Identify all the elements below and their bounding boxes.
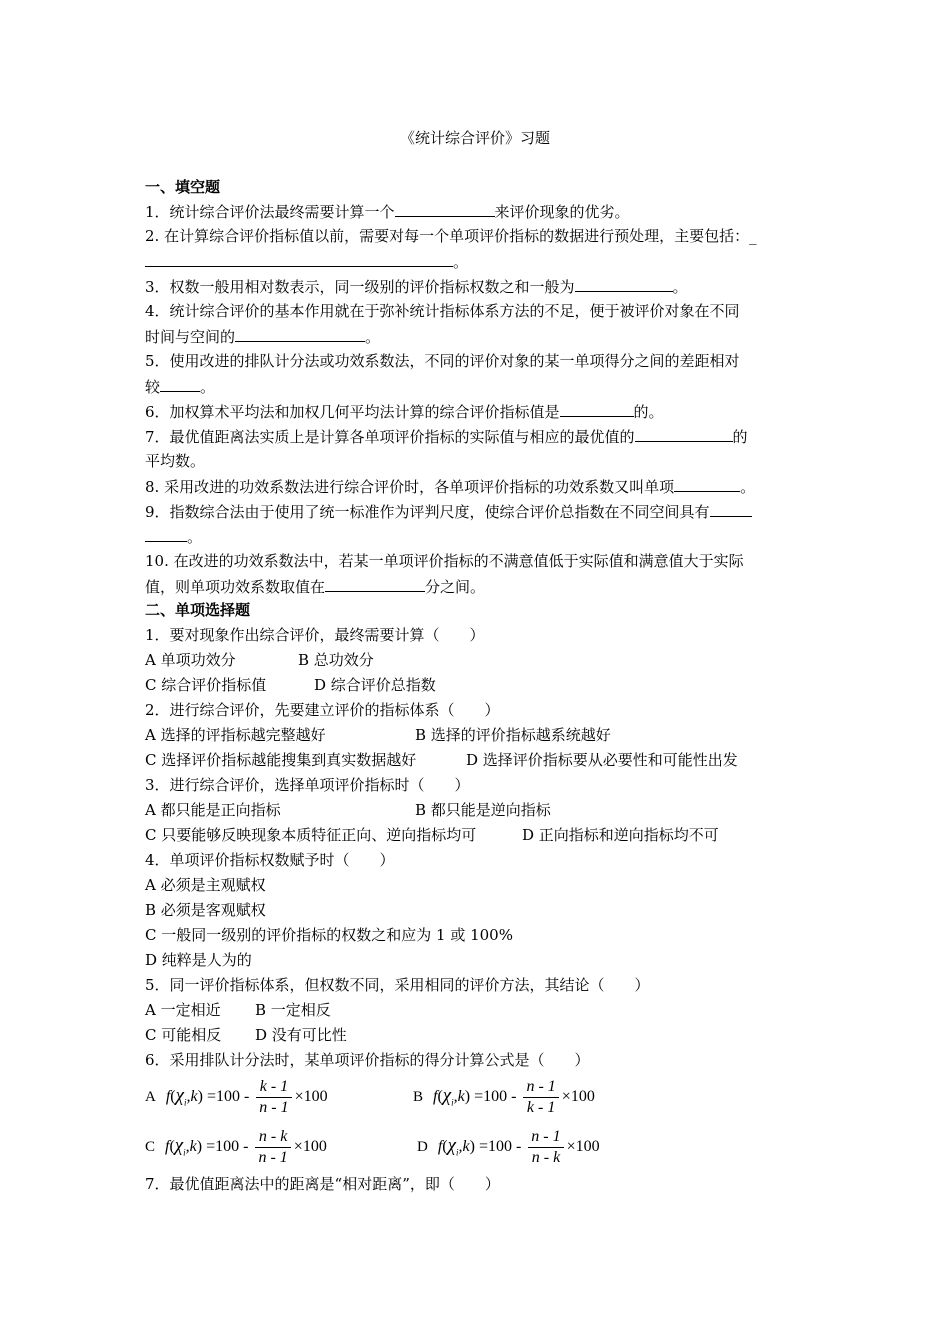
formula-option-b (413, 1071, 595, 1123)
answer-blank (145, 251, 453, 267)
option-a: A 都只能是正向指标 (145, 801, 281, 819)
formula-option-d (417, 1121, 600, 1173)
question-7-line1: 7．最优值距离法实质上是计算各单项评价指标的实际值与相应的最优值的 的 (145, 428, 748, 446)
question-6: 6．加权算术平均法和加权几何平均法计算的综合评价指标值是 的。 (145, 403, 664, 421)
formula-options-ab (145, 1071, 810, 1123)
document-title: 《统计综合评价》习题 (399, 129, 550, 147)
option-b: B 必须是客观赋权 (145, 901, 266, 919)
choice-5-options-ab (145, 1000, 810, 1020)
choice-question-6: 6．采用排队计分法时，某单项评价指标的得分计算公式是（ ） (145, 1051, 590, 1069)
choice-question-2: 2．进行综合评价，先要建立评价的指标体系（ ） (145, 701, 500, 719)
answer-blank (395, 201, 495, 217)
choice-1-options-ab (145, 650, 810, 670)
answer-blank (674, 476, 740, 492)
formula: $f(\chi_i,k) =100$ - $\frac{n - k}{n - 1}$ ×100 (165, 1127, 327, 1166)
question-9-line2: 。 (145, 526, 810, 547)
formula: $f(\chi_i,k) =100$ - $\frac{n - 1}{k - 1}$ ×100 (433, 1077, 595, 1116)
choice-3-options-ab (145, 800, 810, 820)
formula: $f(\chi_i,k) =100$ - $\frac{n - 1}{n - k}$ ×100 (437, 1127, 600, 1166)
option-label: B (413, 1088, 424, 1105)
option-a: A 一定相近 (145, 1001, 221, 1019)
formula-option-c (145, 1121, 327, 1173)
choice-1-options-cd (145, 675, 810, 695)
choice-2-options-ab (145, 725, 810, 745)
option-a: A 选择的评指标越完整越好 (145, 726, 326, 744)
option-c: C 综合评价指标值 (145, 676, 267, 694)
question-1: 1．统计综合评价法最终需要计算一个 来评价现象的优劣。 (145, 203, 630, 221)
option-d: D 综合评价总指数 (314, 676, 436, 694)
question-9-line1: 9．指数综合法由于使用了统一标准作为评判尺度，使综合评价总指数在不同空间具有 (145, 501, 810, 522)
fraction: $\frac{n - 1}{k - 1}$ (523, 1078, 558, 1117)
question-2-line2: 。 (145, 251, 810, 272)
option-label: C (145, 1138, 156, 1155)
option-b: B 都只能是逆向指标 (415, 801, 551, 819)
answer-blank (575, 276, 673, 292)
question-2-line1: 2. 在计算综合评价指标值以前，需要对每一个单项评价指标的数据进行预处理，主要包括：_ (145, 227, 757, 245)
section-heading-single-choice: 二、单项选择题 (145, 601, 251, 619)
choice-question-7: 7．最优值距离法中的距离是“相对距离”，即（ ） (145, 1175, 500, 1193)
answer-blank (635, 426, 733, 442)
choice-question-5: 5．同一评价指标体系，但权数不同，采用相同的评价方法，其结论（ ） (145, 976, 650, 994)
option-a: A 必须是主观赋权 (145, 876, 266, 894)
option-d: D 纯粹是人为的 (145, 951, 252, 969)
question-8: 8. 采用改进的功效系数法进行综合评价时，各单项评价指标的功效系数又叫单项 。 (145, 478, 756, 496)
fraction: $\frac{n - 1}{n - k}$ (528, 1128, 563, 1167)
choice-question-4: 4．单项评价指标权数赋予时（ ） (145, 851, 395, 869)
choice-2-options-cd (145, 750, 810, 770)
option-d: D 正向指标和逆向指标均不可 (522, 826, 719, 844)
question-5-line1: 5．使用改进的排队计分法或功效系数法，不同的评价对象的某一单项得分之间的差距相对 (145, 352, 740, 370)
option-b: B 一定相反 (255, 1001, 331, 1019)
fraction: $\frac{k - 1}{n - 1}$ (256, 1078, 291, 1117)
option-c: C 选择评价指标越能搜集到真实数据越好 (145, 751, 417, 769)
choice-question-3: 3．进行综合评价，选择单项评价指标时（ ） (145, 776, 470, 794)
choice-question-1: 1．要对现象作出综合评价，最终需要计算（ ） (145, 626, 485, 644)
answer-blank (160, 376, 200, 392)
option-d: D 没有可比性 (255, 1026, 347, 1044)
question-4-line2: 时间与空间的 。 (145, 328, 381, 346)
question-3: 3．权数一般用相对数表示，同一级别的评价指标权数之和一般为 。 (145, 278, 688, 296)
option-b: B 选择的评价指标越系统越好 (415, 726, 611, 744)
option-c: C 可能相反 (145, 1026, 222, 1044)
question-7-line2: 平均数。 (145, 452, 206, 470)
formula: $f(\chi_i,k) =100$ - $\frac{k - 1}{n - 1}$ ×100 (165, 1077, 328, 1116)
option-d: D 选择评价指标要从必要性和可能性出发 (466, 751, 738, 769)
choice-5-options-cd (145, 1025, 810, 1045)
question-10-line1: 10. 在改进的功效系数法中，若某一单项评价指标的不满意值低于实际值和满意值大于实际 (145, 552, 744, 570)
section-heading-fill-blank: 一、填空题 (145, 178, 221, 196)
answer-blank (235, 326, 365, 342)
option-c: C 一般同一级别的评价指标的权数之和应为 1 或 100% (145, 926, 513, 944)
formula-option-a (145, 1071, 328, 1123)
fraction: $\frac{n - k}{n - 1}$ (255, 1128, 290, 1167)
option-label: D (417, 1138, 428, 1155)
option-b: B 总功效分 (298, 651, 374, 669)
option-label: A (145, 1088, 156, 1105)
formula-options-cd (145, 1121, 810, 1173)
question-5-line2: 较 。 (145, 378, 216, 396)
option-a: A 单项功效分 (145, 651, 236, 669)
choice-3-options-cd (145, 825, 810, 845)
answer-blank (325, 576, 425, 592)
question-10-line2: 值，则单项功效系数取值在 分之间。 (145, 578, 486, 596)
answer-blank (560, 401, 634, 417)
option-c: C 只要能够反映现象本质特征正向、逆向指标均可 (145, 826, 477, 844)
answer-blank (710, 501, 752, 517)
answer-blank (145, 526, 187, 542)
question-4-line1: 4．统计综合评价的基本作用就在于弥补统计指标体系方法的不足，便于被评价对象在不同 (145, 302, 740, 320)
